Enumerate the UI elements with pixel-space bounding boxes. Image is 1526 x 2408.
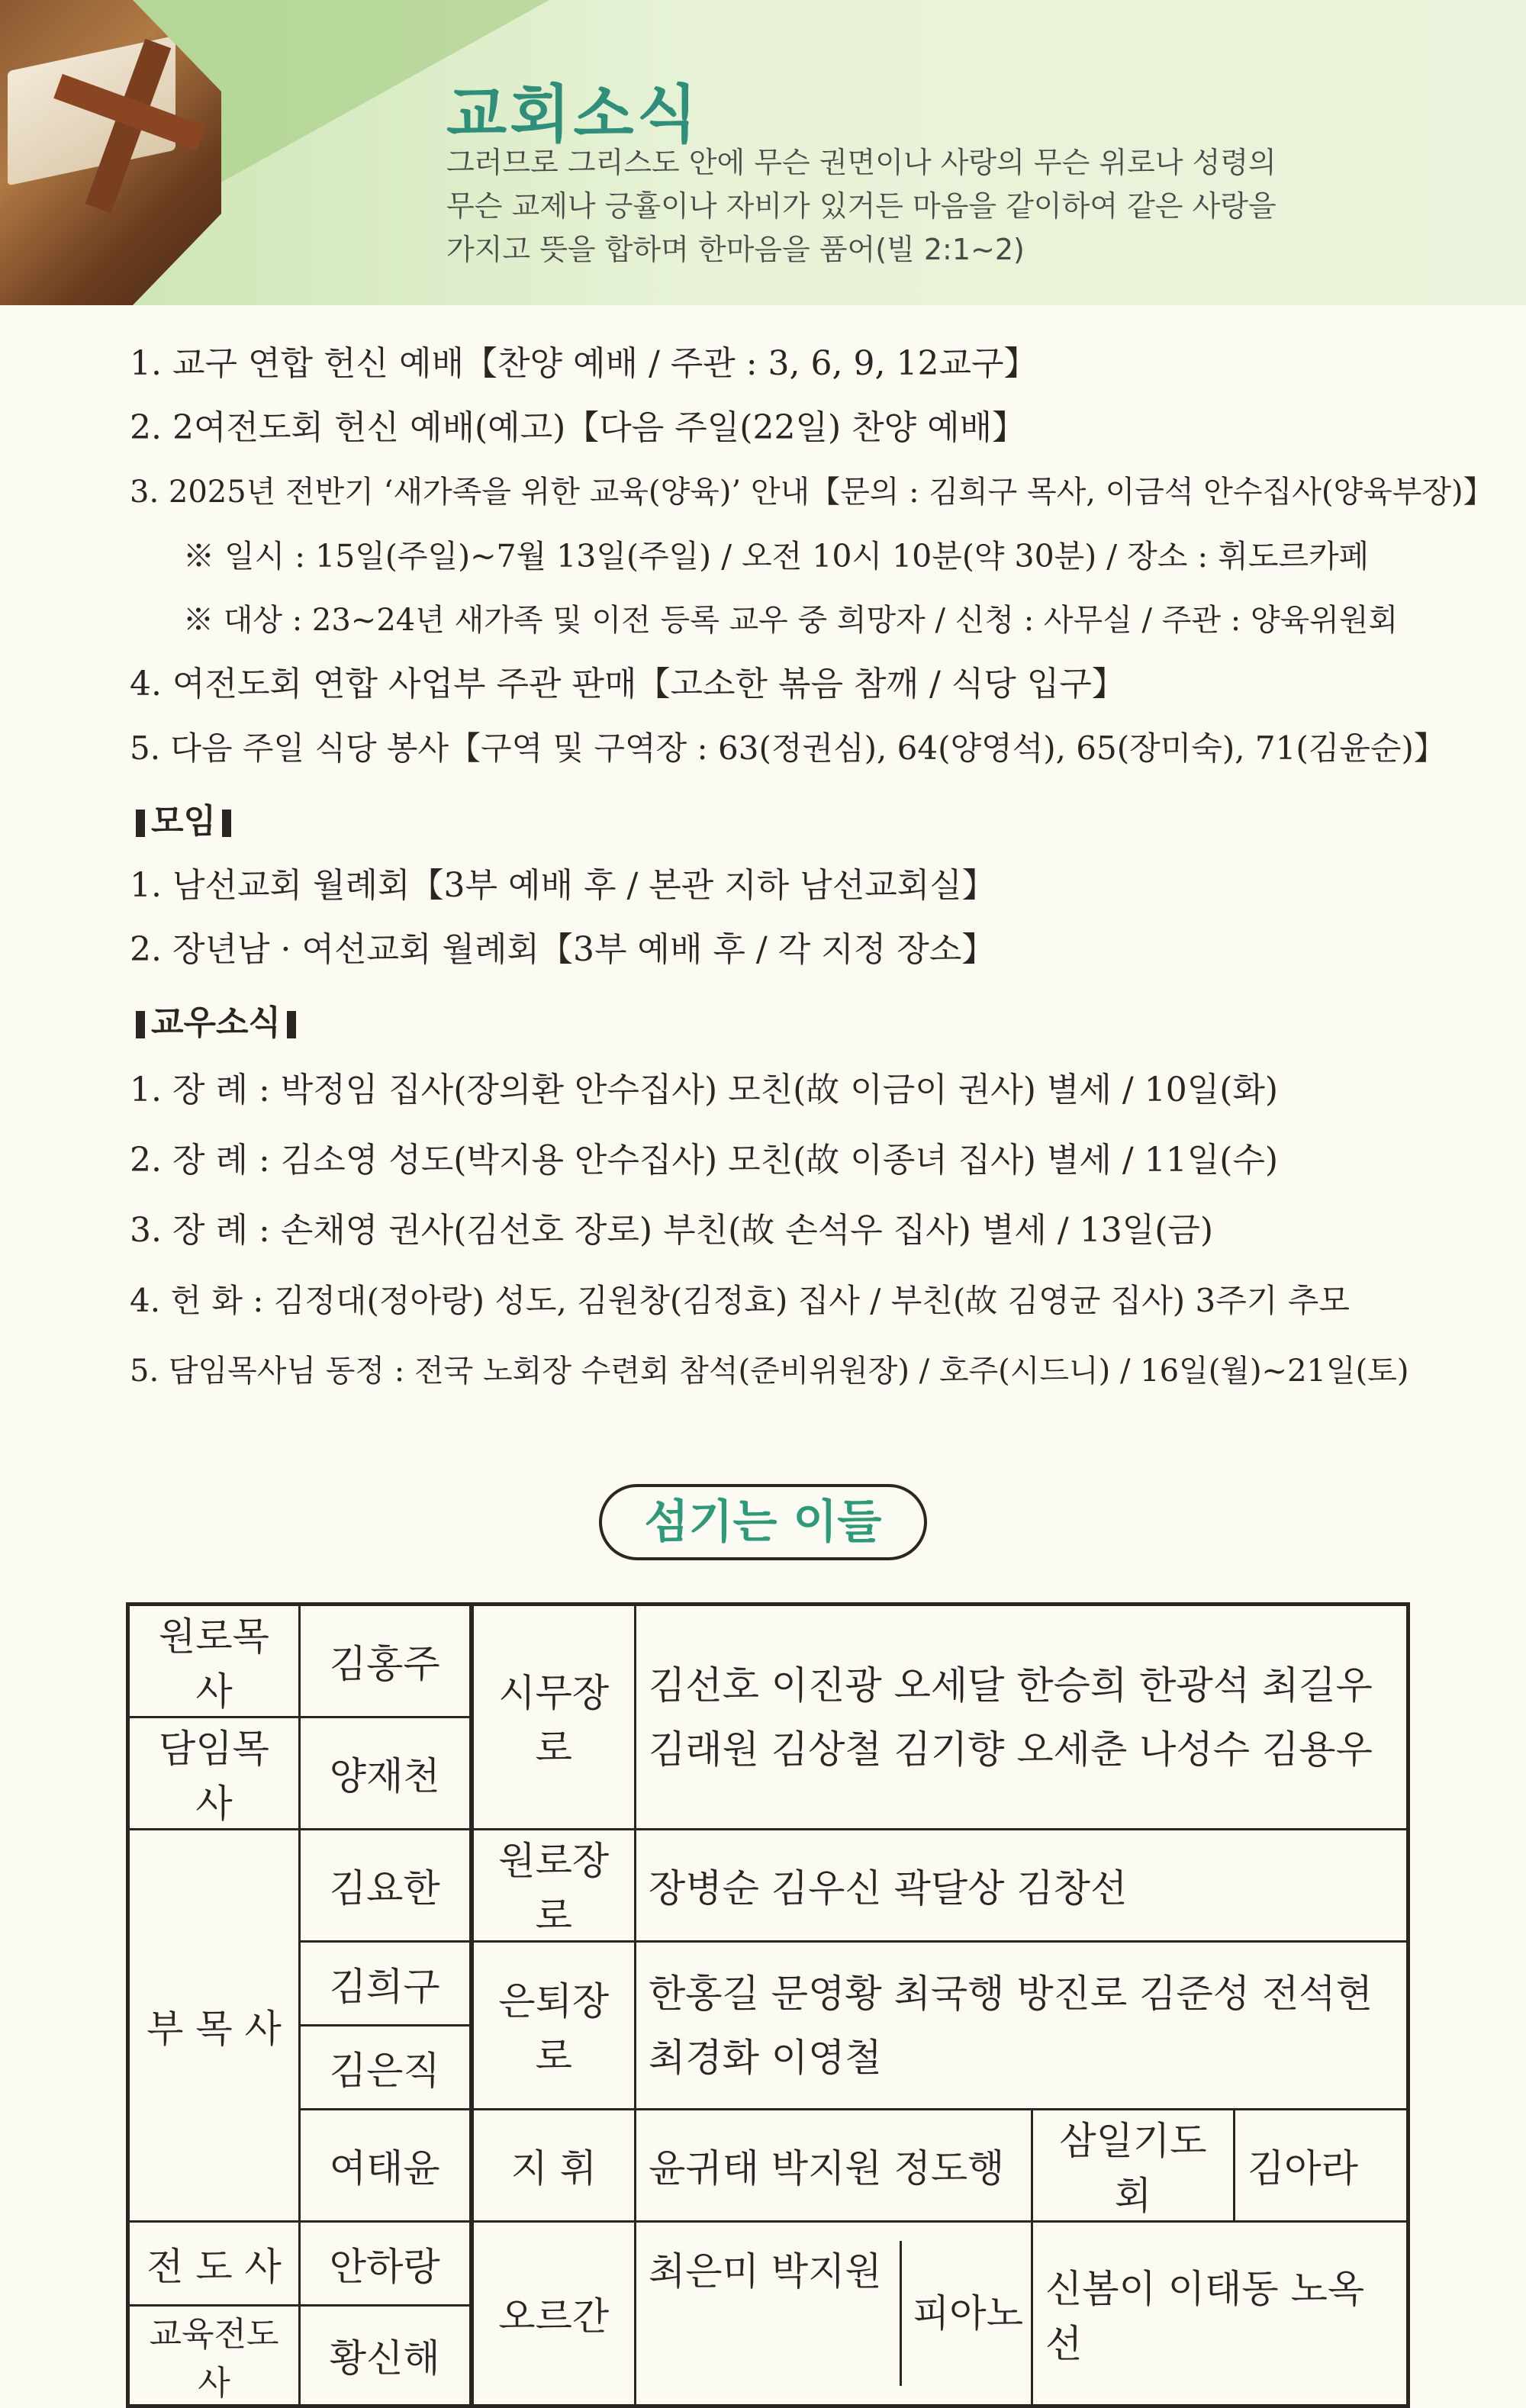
news-item: 1. 교구 연합 헌신 예배【찬양 예배 / 주관 : 3, 6, 9, 12교구】 [130, 344, 1038, 383]
emeritus-pastor-name: 김홍주 [300, 1605, 472, 1717]
header-banner [0, 0, 1526, 305]
news-list [130, 332, 1494, 1406]
emeritus-elders-label: 원로장로 [472, 1830, 636, 1942]
conductor-names: 윤귀태 박지원 정도행 [636, 2110, 1032, 2222]
organist-names-text: 최은미 박지원 [649, 2249, 882, 2294]
piano-label: 피아노 [900, 2241, 1031, 2386]
verse-line: 무슨 교제나 긍휼이나 자비가 있거든 마음을 같이하여 같은 사랑을 [446, 189, 1276, 223]
heading-bar-left [136, 1011, 145, 1038]
associate-pastor-name: 김은직 [300, 2026, 472, 2110]
serving-title: 섬기는 이들 [599, 1484, 927, 1560]
senior-pastor-name: 양재천 [300, 1717, 472, 1830]
verse-line: 그러므로 그리스도 안에 무슨 권면이나 사랑의 무슨 위로나 성령의 [446, 146, 1276, 179]
evangelist-label: 전 도 사 [128, 2222, 300, 2306]
verse-line: 가지고 뜻을 합하며 한마음을 품어(빌 2:1~2) [446, 233, 1025, 266]
news-item: 4. 여전도회 연합 사업부 주관 판매【고소한 볶음 참깨 / 식당 입구】 [130, 665, 1125, 703]
active-elders-line: 김선호 이진광 오세달 한승희 한광석 최길우 [649, 1663, 1373, 1708]
member-news-item: 1. 장 례 : 박정임 집사(장의환 안수집사) 모친(故 이금이 권사) 별세 / 10일(화) [130, 1070, 1279, 1109]
scripture-verse [446, 141, 1347, 272]
active-elders-names [636, 1605, 1408, 1830]
conductor-label: 지 휘 [472, 2110, 636, 2222]
active-elders-label: 시무장로 [472, 1605, 636, 1830]
member-news-item: 3. 장 례 : 손채영 권사(김선호 장로) 부친(故 손석우 집사) 별세 / 13일(금) [130, 1211, 1214, 1250]
meetings-heading [130, 790, 1465, 854]
emeritus-elders-names: 장병순 김우신 곽달상 김창선 [636, 1830, 1408, 1942]
organ-label: 오르간 [472, 2222, 636, 2406]
retired-elders-line: 한홍길 문영황 최국행 방진로 김준성 전석현 [649, 1971, 1373, 2016]
page-title: 교회소식 [446, 79, 700, 151]
meetings-heading-text: 모임 [151, 802, 217, 841]
edu-evangelist-name: 황신해 [300, 2306, 472, 2406]
organist-names [636, 2222, 1032, 2406]
wednesday-prayer-label: 삼일기도회 [1032, 2110, 1235, 2222]
members-heading-text: 교우소식 [151, 1003, 282, 1042]
news-item: 5. 다음 주일 식당 봉사【구역 및 구역장 : 63(정권심), 64(양영석), 65(장미숙), 71(김윤순)】 [130, 729, 1446, 767]
emeritus-pastor-label: 원로목사 [128, 1605, 300, 1717]
pianist-names: 신봄이 이태동 노옥선 [1032, 2222, 1408, 2406]
wednesday-prayer-name: 김아라 [1235, 2110, 1408, 2222]
associate-pastor-name: 김희구 [300, 1942, 472, 2026]
meeting-item: 2. 장년남 · 여선교회 월례회【3부 예배 후 / 각 지정 장소】 [130, 930, 996, 969]
meeting-item: 1. 남선교회 월례회【3부 예배 후 / 본관 지하 남선교회실】 [130, 866, 996, 905]
member-news-item: 4. 헌 화 : 김정대(정아랑) 성도, 김원창(김정효) 집사 / 부친(故 김영균 집사) 3주기 추모 [130, 1282, 1350, 1319]
members-heading [130, 991, 1465, 1055]
active-elders-line: 김래원 김상철 김기향 오세춘 나성수 김용우 [649, 1727, 1373, 1772]
associate-pastor-name: 김요한 [300, 1830, 472, 1942]
retired-elders-names [636, 1942, 1408, 2110]
associate-pastor-name: 여태윤 [300, 2110, 472, 2222]
edu-evangelist-label: 교육전도사 [128, 2306, 300, 2406]
retired-elders-line: 최경화 이영철 [649, 2035, 882, 2080]
senior-pastor-label: 담임목사 [128, 1717, 300, 1830]
news-subitem: ※ 일시 : 15일(주일)~7월 13일(주일) / 오전 10시 10분(약 30분) / 장소 : 휘도르카페 [183, 538, 1370, 575]
heading-bar-left [136, 810, 145, 837]
heading-bar-right [222, 810, 231, 837]
member-news-item: 2. 장 례 : 김소영 성도(박지용 안수집사) 모친(故 이종녀 집사) 별세 / 11일(수) [130, 1141, 1279, 1180]
member-news-item: 5. 담임목사님 동정 : 전국 노회장 수련회 참석(준비위원장) / 호주(시드니) / 16일(월)~21일(토) [130, 1354, 1409, 1389]
evangelist-name: 안하랑 [300, 2222, 472, 2306]
associate-pastor-label: 부 목 사 [128, 1830, 300, 2222]
heading-bar-right [287, 1011, 296, 1038]
news-subitem: ※ 대상 : 23~24년 새가족 및 이전 등록 교우 중 희망자 / 신청 : 사무실 / 주관 : 양육위원회 [183, 603, 1399, 638]
news-item: 2. 2여전도회 헌신 예배(예고)【다음 주일(22일) 찬양 예배】 [130, 408, 1026, 447]
serving-roster-table [126, 1602, 1410, 2408]
news-item: 3. 2025년 전반기 ‘새가족을 위한 교육(양육)’ 안내【문의 : 김희구 목사, 이금석 안수집사(양육부장)】 [130, 475, 1494, 510]
retired-elders-label: 은퇴장로 [472, 1942, 636, 2110]
